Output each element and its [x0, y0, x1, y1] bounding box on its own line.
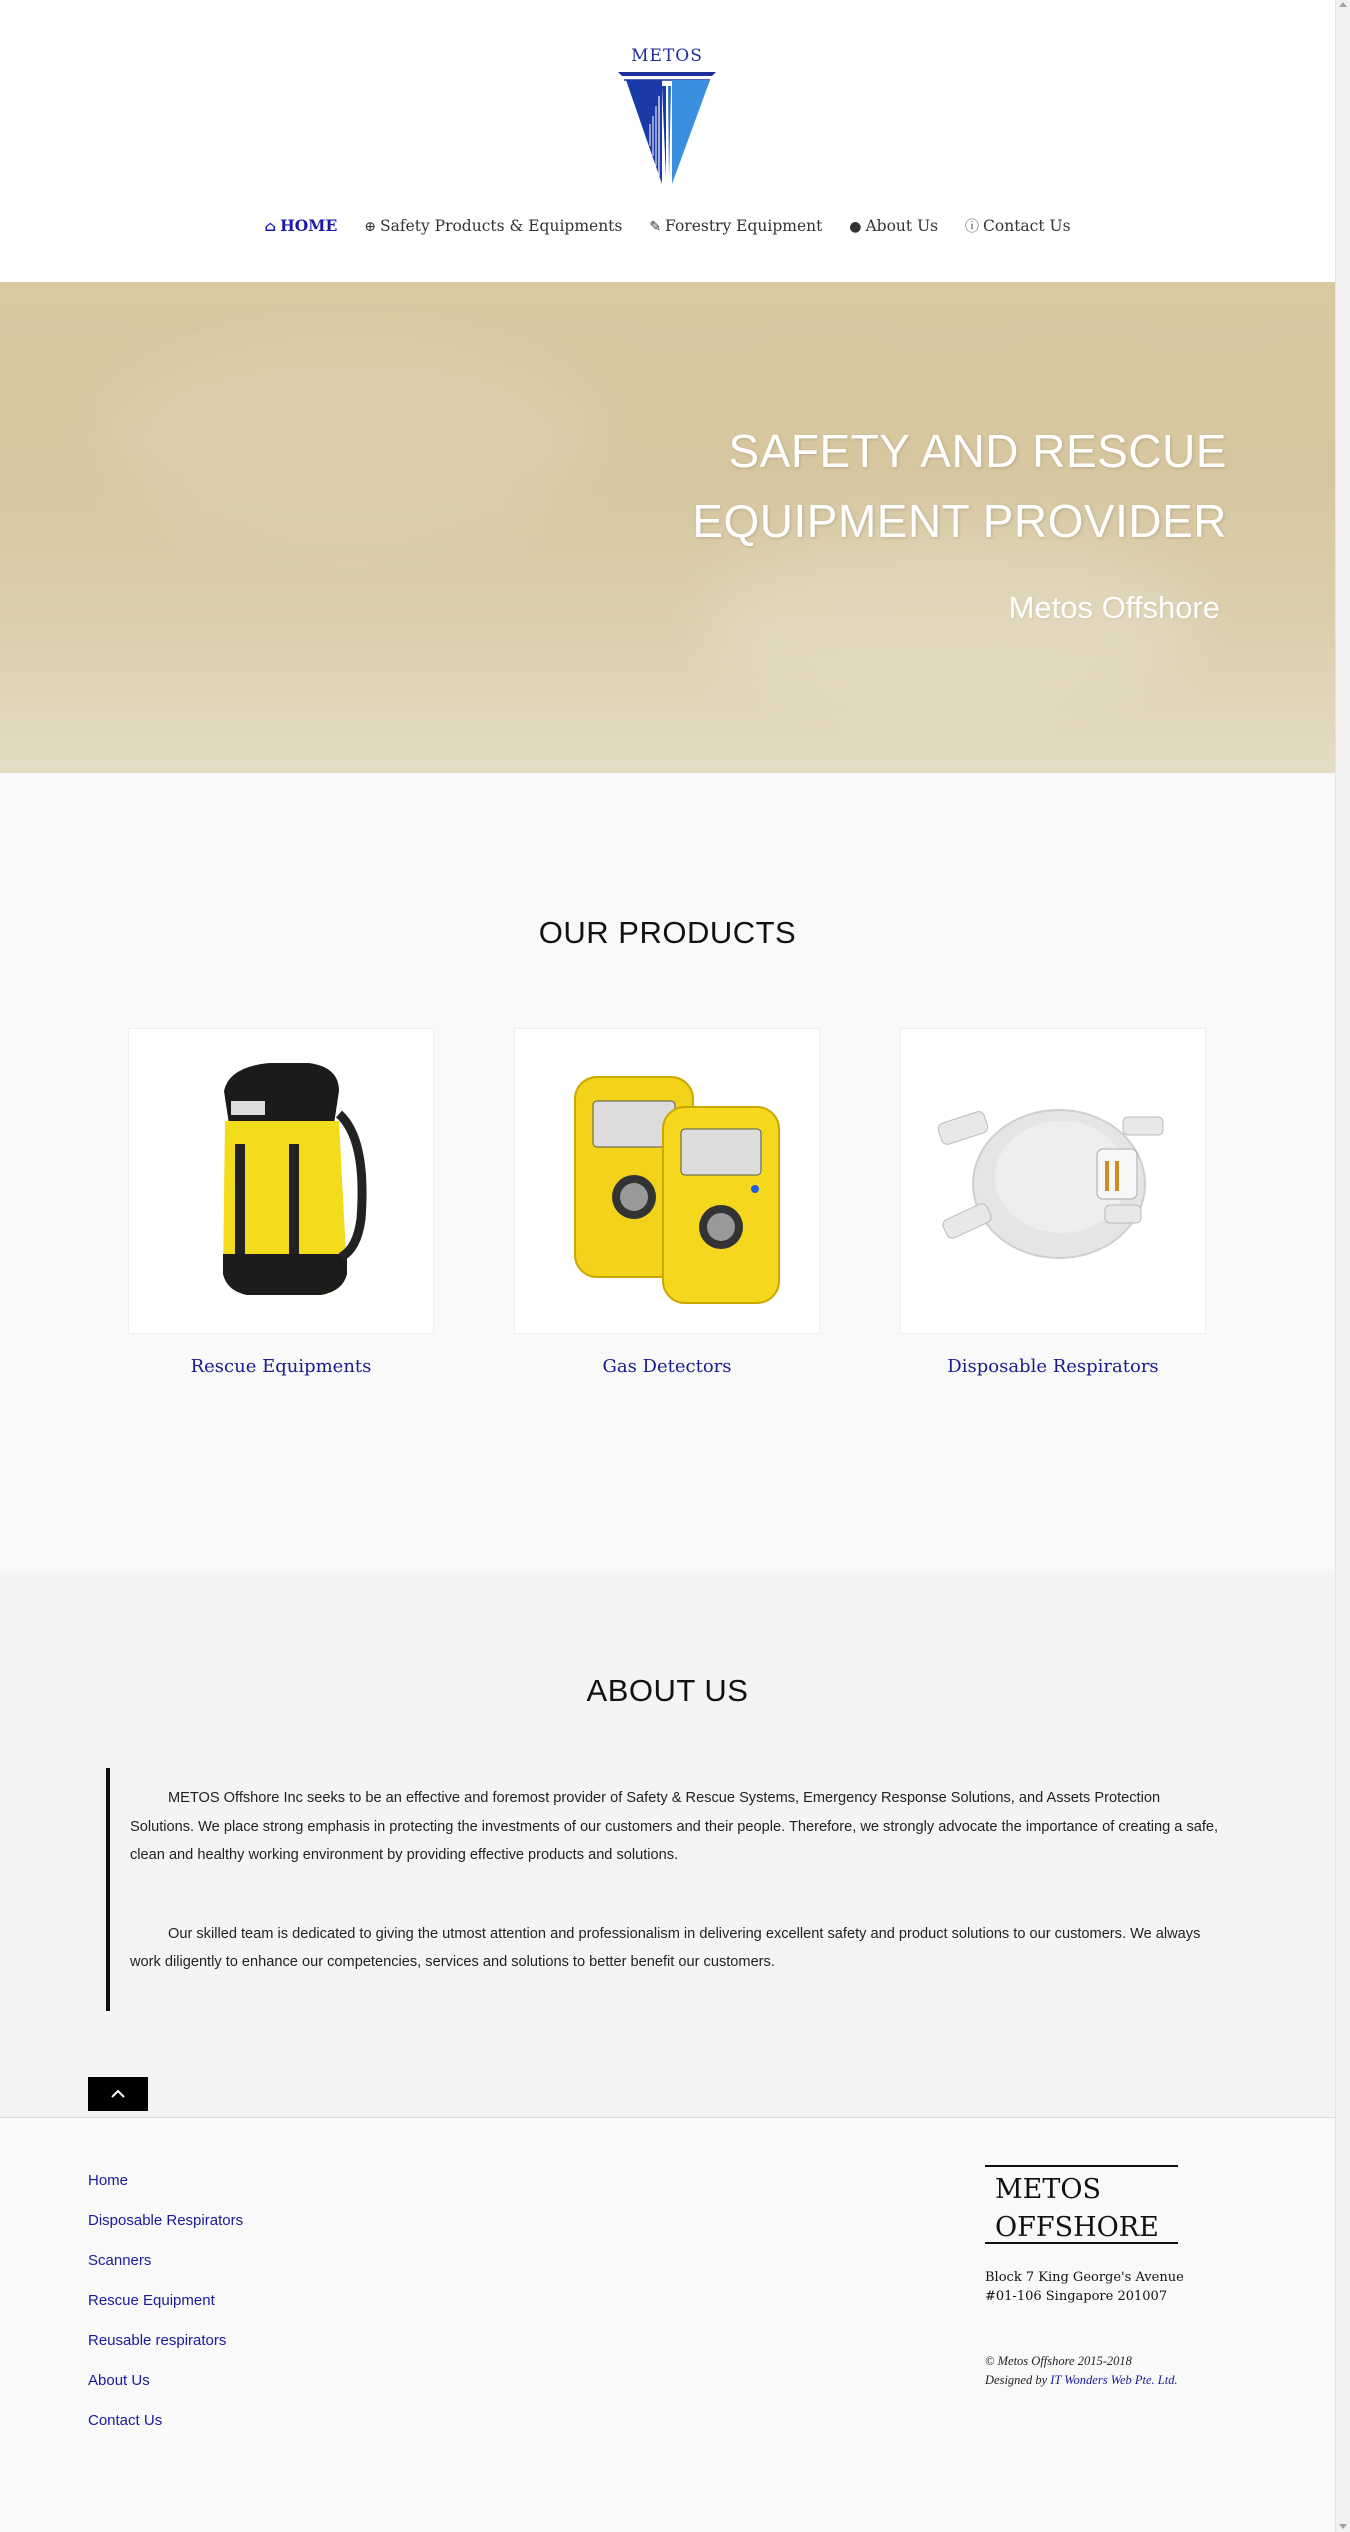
metos-logo[interactable]	[614, 46, 720, 184]
footer-brand	[985, 2165, 1178, 2244]
footer-link-about-us[interactable]: About Us	[88, 2372, 150, 2389]
page-scrollbar[interactable]	[1335, 0, 1350, 2532]
rescue-bag-image[interactable]	[128, 1028, 434, 1334]
hero-title	[692, 416, 1227, 556]
info-circle-icon: ⓘ	[965, 219, 980, 235]
gas-detector-icon	[515, 1029, 821, 1335]
footer-links	[88, 2172, 243, 2452]
footer-address	[985, 2268, 1184, 2306]
nav-item-about-us[interactable]	[849, 217, 938, 235]
hero-subtitle: Metos Offshore	[1008, 590, 1220, 625]
rescue-bag-icon	[129, 1029, 435, 1335]
nav-item-label: Safety Products & Equipments	[379, 217, 623, 235]
nav-item-label: Contact Us	[983, 217, 1071, 235]
address-line-1: Block 7 King George's Avenue	[985, 2270, 1184, 2285]
about-paragraph-2: Our skilled team is dedicated to giving the utmost attention and professionalism in delivering excellent safety and product solutions to our customers. We always work diligently to enhance our competencies, services and solutions to better benefit our customers.	[130, 1925, 1201, 1970]
nav-item-contact-us[interactable]	[965, 216, 1071, 236]
hero-title-line1: SAFETY AND RESCUE	[728, 425, 1227, 477]
copyright-text: © Metos Offshore 2015-2018	[985, 2354, 1132, 2368]
gas-detectors-image[interactable]	[514, 1028, 820, 1334]
product-card-gas-detectors[interactable]	[514, 1028, 820, 1377]
footer-link-home[interactable]: Home	[88, 2172, 129, 2189]
products-title: OUR PRODUCTS	[538, 915, 797, 950]
wrench-icon: ✎	[649, 219, 662, 235]
address-line-2: #01-106 Singapore 201007	[985, 2289, 1168, 2304]
life-ring-icon: ⊕	[364, 219, 376, 235]
respirator-image[interactable]	[900, 1028, 1206, 1334]
nav-item-home[interactable]	[264, 216, 337, 235]
main-nav	[0, 216, 1335, 236]
nav-item-label: Forestry Equipment	[665, 217, 823, 235]
footer-link-disposable-respirators[interactable]: Disposable Respirators	[88, 2212, 244, 2229]
hero-title-line2: EQUIPMENT PROVIDER	[692, 495, 1227, 547]
designed-by-prefix: Designed by	[985, 2373, 1051, 2387]
respirator-mask-icon	[901, 1029, 1207, 1335]
product-label-gas-detectors[interactable]: Gas Detectors	[602, 1356, 732, 1377]
footer-link-rescue-equipment[interactable]: Rescue Equipment	[88, 2292, 215, 2309]
scroll-up-icon[interactable]	[1339, 2, 1347, 7]
chevron-up-icon	[88, 2077, 148, 2111]
brand-line-1: METOS	[995, 2174, 1101, 2205]
hero-banner	[0, 282, 1335, 773]
nav-item-label: About Us	[865, 217, 939, 235]
logo-shield-icon	[614, 66, 720, 184]
about-paragraph-1: METOS Offshore Inc seeks to be an effective and foremost provider of Safety & Rescue Systems, Emergency Response Solutions, and Assets Protection Solutions. We place strong emphasis in protecting the investments of our customers and their people. Therefore, we strongly advocate the importance of creating a safe, clean and healthy working environment by providing effective products and solutions.	[130, 1790, 1219, 1863]
nav-item-safety-products[interactable]	[364, 217, 622, 235]
product-label-rescue[interactable]: Rescue Equipments	[190, 1356, 372, 1377]
brand-line-2: OFFSHORE	[995, 2212, 1159, 2243]
footer-link-contact-us[interactable]: Contact Us	[88, 2412, 163, 2429]
footer-link-scanners[interactable]: Scanners	[88, 2252, 152, 2269]
scroll-down-icon[interactable]	[1339, 2524, 1347, 2529]
designer-link[interactable]: IT Wonders Web Pte. Ltd.	[1050, 2373, 1178, 2387]
about-title: ABOUT US	[586, 1673, 749, 1708]
footer-copyright	[985, 2352, 1178, 2390]
product-label-respirators[interactable]: Disposable Respirators	[947, 1356, 1159, 1377]
footer-link-reusable-respirators[interactable]: Reusable respirators	[88, 2332, 227, 2349]
about-section	[0, 1571, 1335, 2117]
nav-item-forestry-equipment[interactable]	[649, 217, 822, 235]
back-to-top-button[interactable]	[88, 2077, 148, 2111]
product-card-rescue[interactable]	[128, 1028, 434, 1377]
products-section	[0, 773, 1335, 1571]
site-header	[0, 0, 1335, 282]
about-quote-block	[106, 1768, 1226, 2011]
home-icon: ⌂	[264, 219, 277, 235]
product-card-respirators[interactable]	[900, 1028, 1206, 1377]
logo-text: METOS	[631, 46, 703, 66]
user-icon: ●	[849, 219, 862, 235]
site-footer	[0, 2117, 1335, 2532]
designed-by	[985, 2371, 1178, 2390]
nav-item-label: HOME	[280, 216, 338, 235]
